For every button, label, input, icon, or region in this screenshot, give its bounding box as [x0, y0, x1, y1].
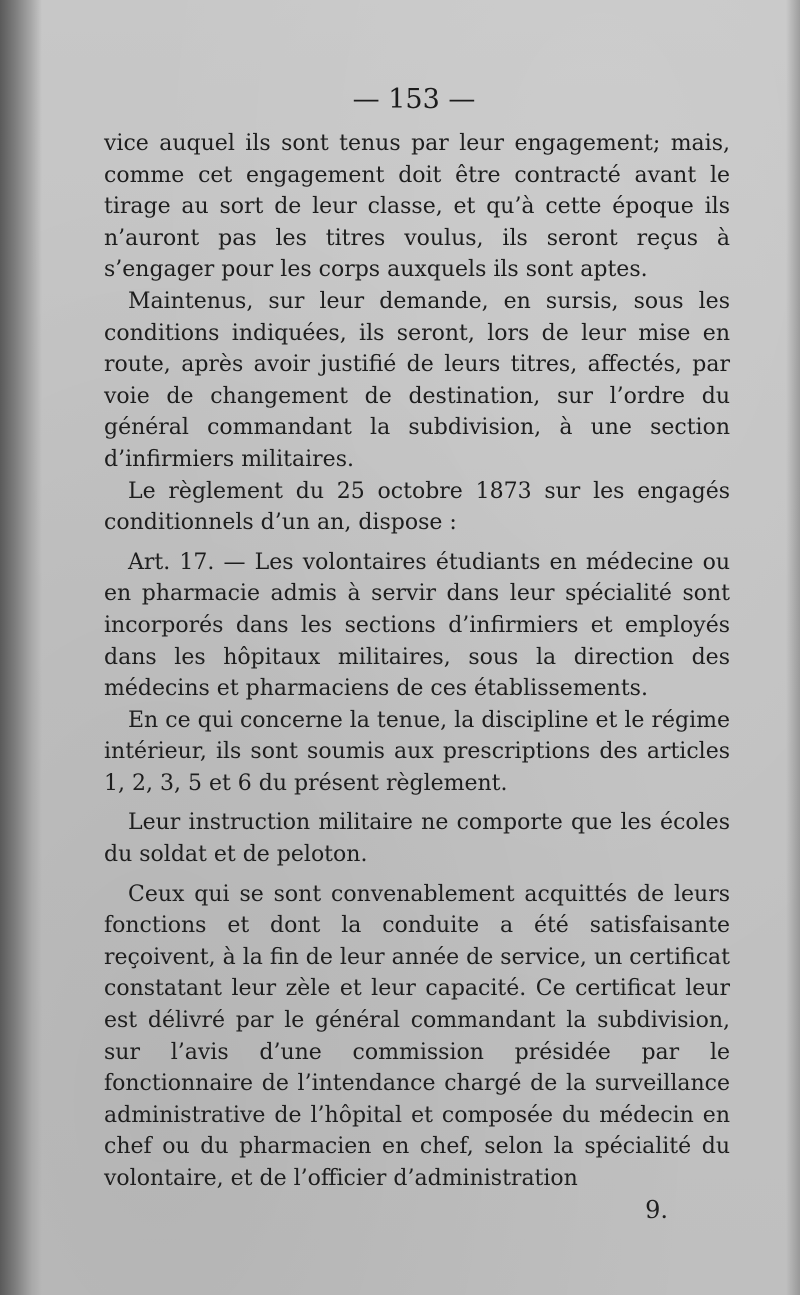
paragraph-6: Leur instruction militaire ne comporte que les écoles du soldat et de peloton.	[104, 810, 730, 868]
page-left-shadow	[0, 0, 42, 1295]
page-number-header: — 153 —	[352, 84, 476, 115]
signature-mark: 9.	[645, 1196, 668, 1224]
paragraph-1: vice auquel ils sont tenus par leur engagement; mais, comme cet engagement doit être contracté avant le tirage au sort de leur classe, et qu’à cette époque ils n’auront pas les titres voulus, ils seront reçus à s’engager pour les corps auxquels ils sont aptes.	[104, 131, 730, 283]
paragraph-4-article-17: Art. 17. — Les volontaires étudiants en médecine ou en pharmacie admis à servir dans leur spécialité sont incorporés dans les sections d’infirmiers et employés dans les hôpitaux militaires, sous la direction des médecins et pharmaciens de ces établissements.	[104, 549, 730, 702]
paragraph-3: Le règlement du 25 octobre 1873 sur les engagés conditionnels d’un an, dispose :	[104, 478, 730, 536]
page-right-shadow	[786, 0, 800, 1295]
paragraph-2: Maintenus, sur leur demande, en sursis, sous les conditions indiquées, ils seront, lors de leur mise en route, après avoir justifié de leurs titres, affectés, par voie de changement de destination, sur l’ordre du général commandant la subdivision, à une section d’infirmiers militaires.	[104, 288, 730, 472]
body-text	[104, 128, 730, 1195]
paragraph-7: Ceux qui se sont convenablement acquittés de leurs fonctions et dont la conduite a été satisfaisante reçoivent, à la fin de leur année de service, un certificat constatant leur zèle et leur capacité. Ce certificat leur est délivré par le général commandant la subdivision, sur l’avis d’une commission présidée par le fonctionnaire de l’intendance chargé de la surveillance administrative de l’hôpital et composée du médecin en chef ou du pharmacien en chef, selon la spécialité du volontaire, et de l’officier d’administration	[104, 881, 730, 1191]
paragraph-5: En ce qui concerne la tenue, la discipline et le régime intérieur, ils sont soumis aux prescriptions des articles 1, 2, 3, 5 et 6 du présent règlement.	[104, 707, 730, 796]
